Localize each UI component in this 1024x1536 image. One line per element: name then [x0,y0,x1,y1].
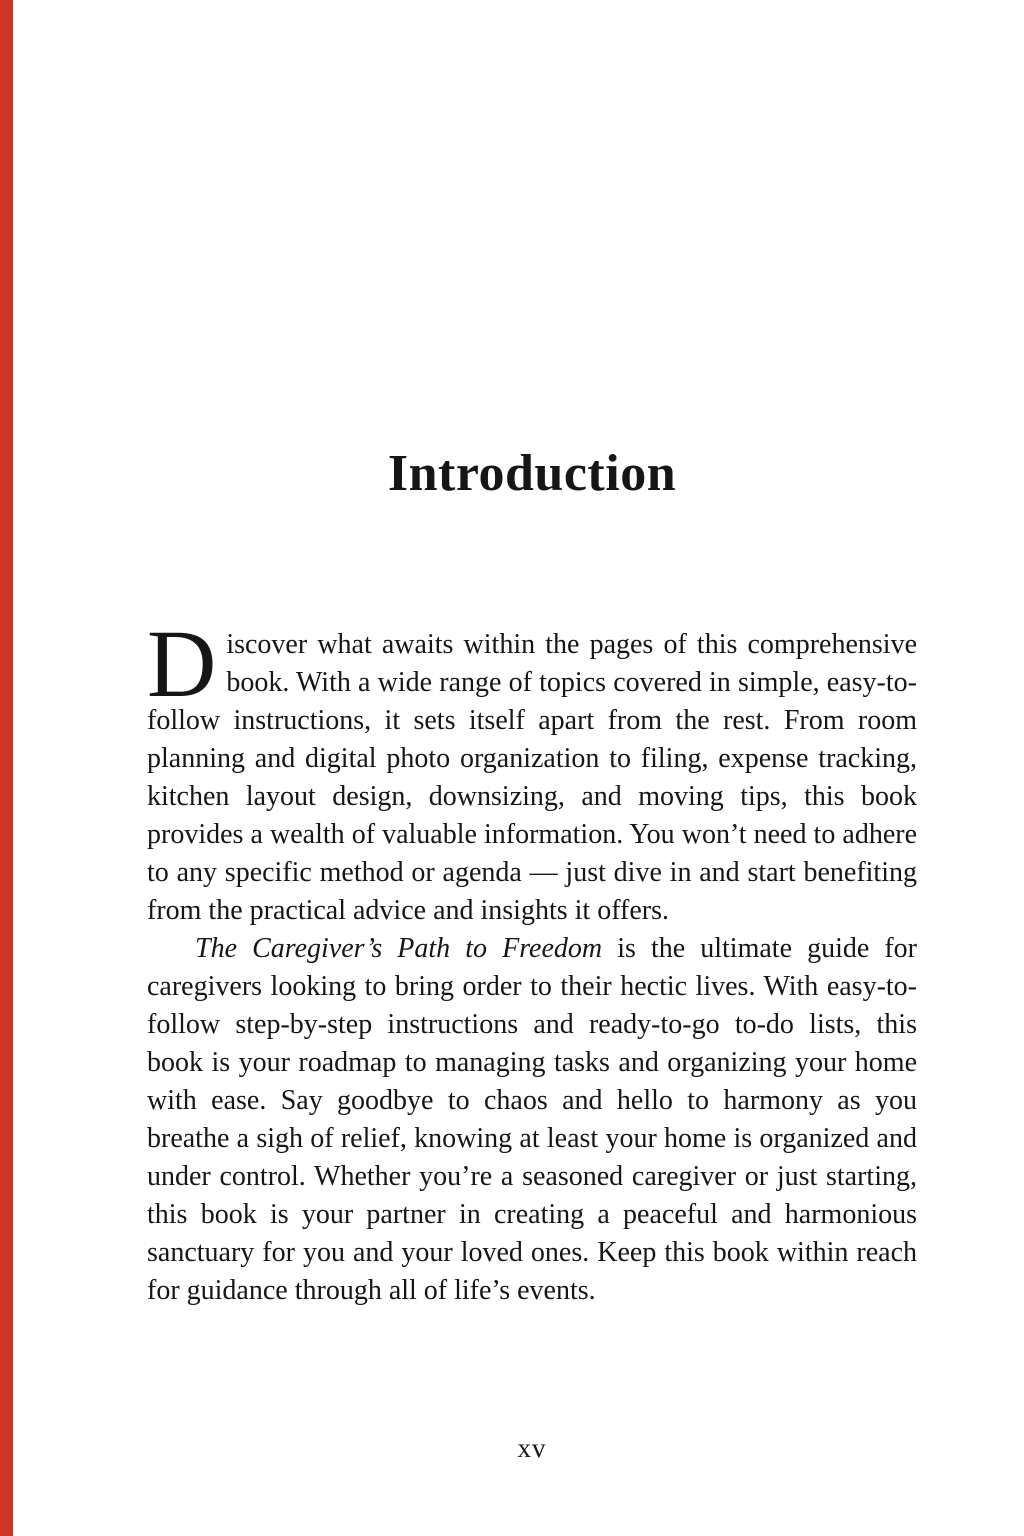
paragraph-2-text: is the ultimate guide for caregivers looking to bring order to their hectic lives. With easy-to-follow step-by-step instructions and ready-to-go to-do lists, this book is your roadmap to managing tasks and organizing your home with ease. Say goodbye to chaos and hello to harmony as you breathe a sigh of relief, knowing at least your home is organized and under control. Whether you’re a seasoned caregiver or just starting, this book is your partner in creating a peaceful and harmonious sanctuary for you and your loved ones. Keep this book within reach for guidance through all of life’s events. [147,933,917,1306]
book-title-italic: The Caregiver’s Path to Freedom [195,933,603,964]
page-edge-accent-stripe [0,0,13,1536]
page-content [147,0,917,1536]
dropcap-letter: D [147,610,217,717]
paragraph-1 [147,610,917,930]
paragraph-1-text: iscover what awaits within the pages of this comprehensive book. With a wide range of topics covered in simple, easy-to-follow instructions, it sets itself apart from the rest. From room planning and digital photo organization to filing, expense tracking, kitchen layout design, downsizing, and moving tips, this book provides a wealth of valuable information. You won’t need to adhere to any specific method or agenda — just dive in and start benefiting from the practical advice and insights it offers. [147,629,917,926]
body-text [147,610,917,1310]
chapter-title: Introduction [387,445,677,502]
page-number: xv [517,1433,547,1463]
paragraph-2 [147,930,917,1310]
